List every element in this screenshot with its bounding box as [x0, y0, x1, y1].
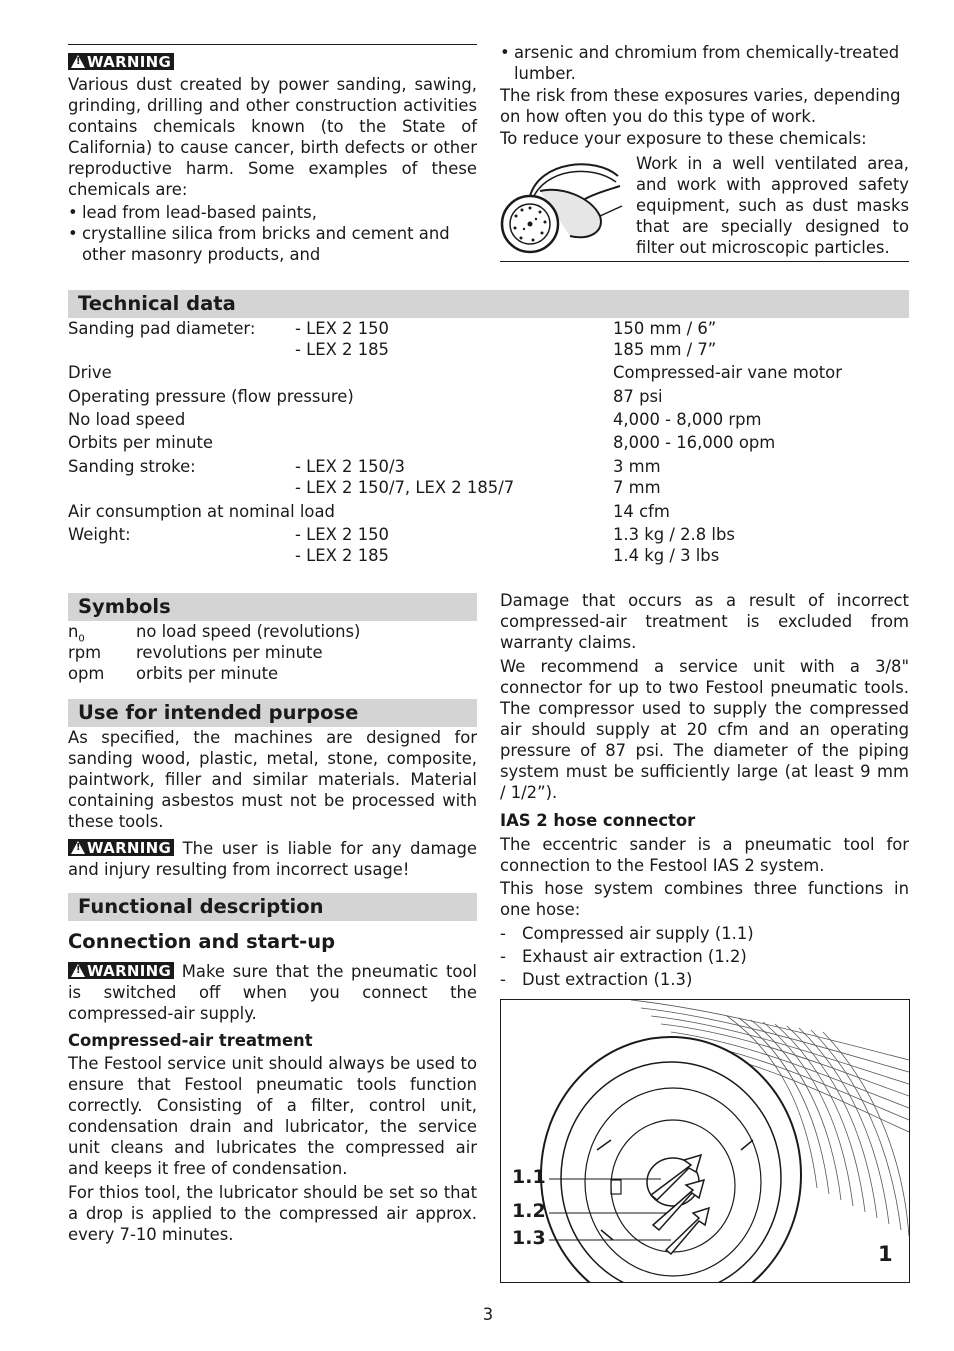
symbols-list — [68, 621, 477, 684]
symbol-desc: orbits per minute — [136, 664, 279, 683]
warning-badge: !WARNING — [68, 839, 174, 856]
spec-label: Weight: — [68, 525, 131, 544]
spec-value: 1.3 kg / 2.8 lbs — [613, 525, 735, 544]
warning-badge: !WARNING — [68, 53, 174, 70]
ias-p2: This hose system combines three functions in one hose: — [500, 879, 909, 919]
spec-label: Operating pressure (flow pressure) — [68, 387, 354, 406]
warning-badge: !WARNING — [68, 962, 174, 979]
spec-value: Compressed-air vane motor — [613, 363, 842, 382]
table-row — [68, 524, 910, 545]
symbol-desc: revolutions per minute — [136, 643, 323, 662]
spec-model: - LEX 2 150 — [295, 525, 389, 544]
table-row — [68, 318, 910, 339]
left-warning-block — [68, 52, 477, 265]
table-row — [68, 409, 910, 430]
page-number: 3 — [482, 1305, 494, 1324]
functional-description-heading: Functional description — [68, 893, 477, 921]
warning-triangle-icon — [71, 55, 85, 68]
spec-model: - LEX 2 150 — [295, 319, 389, 338]
table-row — [68, 362, 910, 383]
table-row — [68, 456, 910, 477]
spec-value: 185 mm / 7” — [613, 340, 717, 359]
spec-model: - LEX 2 150/3 — [295, 457, 405, 476]
right-warning-rule — [500, 261, 909, 262]
spec-value: 7 mm — [613, 478, 661, 497]
spec-label: Sanding stroke: — [68, 457, 196, 476]
list-item: - Compressed air supply (1.1) — [500, 923, 909, 944]
spec-label: Orbits per minute — [68, 433, 214, 452]
table-row — [68, 386, 910, 407]
spec-value: 87 psi — [613, 387, 663, 406]
symbol-row — [68, 621, 477, 645]
intended-use-text: As specified, the machines are designed for sanding wood, plastic, metal, stone, composite, paintwork, filler and similar materials. Material containing asbestos must not be processed with these tools. — [68, 728, 477, 831]
right-warning-block — [500, 42, 909, 149]
spec-value: 4,000 - 8,000 rpm — [613, 410, 762, 429]
symbols-heading: Symbols — [68, 593, 477, 621]
left-warning-rule — [68, 44, 477, 45]
intended-use-heading: Use for intended purpose — [68, 699, 477, 727]
mask-text: Work in a well ventilated area, and work with approved safety equipment, such as dust masks that are specially designed to filter out microscopic particles. — [636, 154, 909, 257]
spec-value: 8,000 - 16,000 opm — [613, 433, 776, 452]
table-row — [68, 432, 910, 453]
ias-heading: IAS 2 hose connector — [500, 811, 696, 830]
symbol: opm — [68, 664, 105, 683]
list-item: - Exhaust air extraction (1.2) — [500, 946, 909, 967]
warning-triangle-icon — [71, 964, 85, 977]
figure-label-1-1: 1.1 — [512, 1166, 546, 1188]
spec-value: 1.4 kg / 3 lbs — [613, 546, 720, 565]
left-warning-text: Various dust created by power sanding, sawing, grinding, drilling and other construction activities contains chemicals known (to the State of California) to cause cancer, birth defects or other reproductive harm. Some examples of these chemicals are: — [68, 75, 477, 199]
warning-triangle-icon — [71, 841, 85, 854]
hose-connector-illustration — [501, 1000, 909, 1282]
list-item: - Dust extraction (1.3) — [500, 969, 909, 990]
spec-label: No load speed — [68, 410, 186, 429]
intended-use-warning: !WARNING The user is liable for any damage and injury resulting from incorrect usage! — [68, 838, 477, 880]
spec-model: - LEX 2 150/7, LEX 2 185/7 — [295, 478, 515, 497]
symbol-row — [68, 642, 477, 663]
spec-label: Air consumption at nominal load — [68, 502, 335, 521]
table-row — [68, 477, 910, 498]
dust-mask-icon — [500, 156, 630, 260]
spec-value: 150 mm / 6” — [613, 319, 717, 338]
symbol: $n_0$ — [68, 622, 85, 645]
spec-model: - LEX 2 185 — [295, 340, 389, 359]
figure-number: 1 — [878, 1242, 893, 1266]
right-p2: We recommend a service unit with a 3/8" connector for up to two Festool pneumatic tools. The compressor used to supply the compressed air should supply at 20 cfm and an operating pressure of 87 psi. The diameter of the piping system must be sufficiently large (at least 9 mm / 1/2”). — [500, 657, 909, 802]
hose-connector-figure — [500, 999, 910, 1283]
treatment-p1: The Festool service unit should always be used to ensure that Festool pneumatic tools function correctly. Consisting of a filter, control unit, condensation drain and lubricator, the service unit cleans and lubricates the compressed air and keeps it free of condensation. — [68, 1054, 477, 1178]
table-row — [68, 501, 910, 522]
spec-value: 14 cfm — [613, 502, 670, 521]
right-p1: Damage that occurs as a result of incorrect compressed-air treatment is excluded from warranty claims. — [500, 591, 909, 652]
treatment-p2: For thios tool, the lubricator should be set so that a drop is applied to the compressed air approx. every 7-10 minutes. — [68, 1183, 477, 1244]
list-item: • arsenic and chromium from chemically-treated lumber. — [500, 42, 909, 84]
symbol: rpm — [68, 643, 102, 662]
right-warning-p2: To reduce your exposure to these chemicals: — [500, 129, 867, 148]
spec-label: Drive — [68, 363, 112, 382]
ias-p1: The eccentric sander is a pneumatic tool for connection to the Festool IAS 2 system. — [500, 835, 909, 875]
spec-label: Sanding pad diameter: — [68, 319, 256, 338]
spec-model: - LEX 2 185 — [295, 546, 389, 565]
figure-label-1-3: 1.3 — [512, 1227, 546, 1249]
left-warning-bullets — [68, 202, 477, 265]
symbol-desc: no load speed (revolutions) — [136, 622, 361, 641]
right-warning-p1: The risk from these exposures varies, depending on how often you do this type of work. — [500, 86, 901, 126]
ias-functions-list — [500, 923, 909, 990]
list-item: • lead from lead-based paints, — [68, 202, 477, 223]
connection-warning: !WARNING Make sure that the pneumatic tool is switched off when you connect the compressed-air supply. — [68, 961, 477, 1024]
table-row — [68, 339, 910, 360]
connection-heading: Connection and start-up — [68, 930, 336, 953]
technical-data-heading: Technical data — [68, 290, 909, 318]
symbol-row — [68, 663, 477, 684]
list-item: • crystalline silica from bricks and cement and other masonry products, and — [68, 223, 477, 265]
spec-value: 3 mm — [613, 457, 661, 476]
figure-label-1-2: 1.2 — [512, 1200, 546, 1222]
table-row — [68, 545, 910, 566]
treatment-heading: Compressed-air treatment — [68, 1031, 313, 1050]
